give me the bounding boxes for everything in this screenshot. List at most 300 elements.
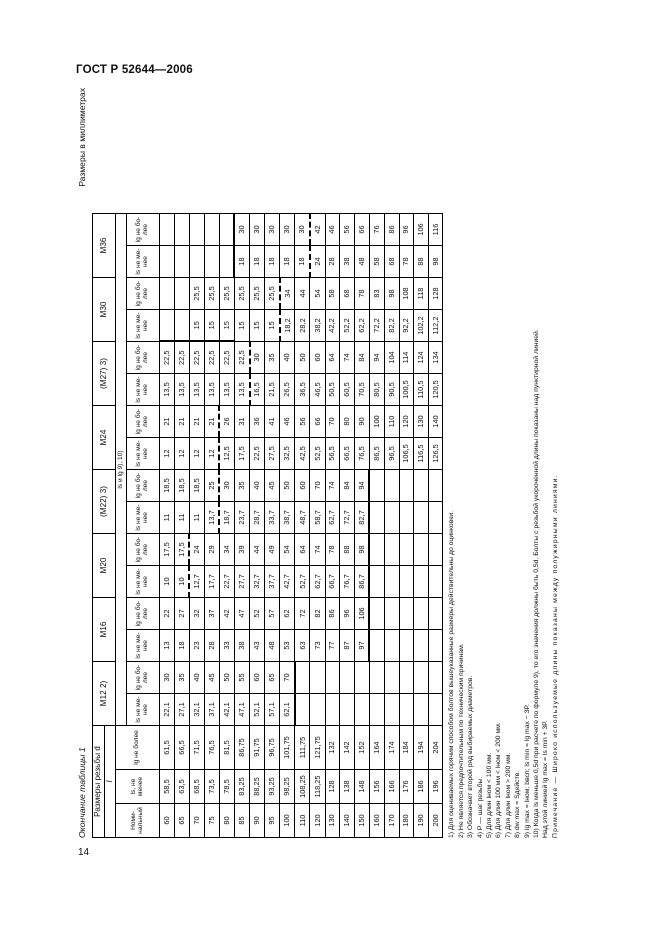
table-cell: 23,7	[234, 502, 249, 534]
table-cell: 42,5	[295, 438, 310, 470]
table-cell	[295, 662, 310, 694]
table-cell: 58,5	[160, 770, 175, 804]
table-cell: 98	[384, 278, 399, 310]
table-cell: 176	[399, 770, 414, 804]
table-cell: 121,75	[310, 726, 325, 770]
table-cell: 30	[160, 662, 175, 694]
table-cell: 18	[174, 630, 189, 662]
header-nominal: Номи-нальный	[116, 804, 160, 838]
table-cell: 102,2	[414, 310, 429, 342]
table-cell: 42	[310, 214, 325, 246]
table-cell: 33	[219, 630, 234, 662]
table-cell: 17,5	[160, 534, 175, 566]
cell-nominal: 120	[310, 804, 325, 838]
table-cell	[384, 566, 399, 598]
table-row	[295, 214, 310, 838]
sub-lg: lg не бо-лее	[127, 406, 160, 438]
table-cell: 142	[340, 726, 355, 770]
table-cell: 34	[280, 278, 295, 310]
table-cell: 45	[265, 470, 280, 502]
table-row	[399, 214, 414, 838]
table-cell: 166	[384, 770, 399, 804]
table-cell: 27,7	[234, 566, 249, 598]
table-cell	[399, 662, 414, 694]
footnote: 1) Для оцениваемых горячим способом болтов вышеуказанные размеры действительны до оцинковки.	[448, 511, 456, 838]
table-cell: 96,75	[265, 726, 280, 770]
cell-nominal: 180	[399, 804, 414, 838]
table-cell: 88,25	[250, 770, 265, 804]
header-length-l: l	[105, 726, 116, 838]
table-cell: 84	[354, 342, 369, 374]
table-cell: 60,5	[340, 374, 355, 406]
table-cell: 62,1	[280, 694, 295, 726]
table-cell: 33,7	[265, 502, 280, 534]
table-cell: 62,2	[354, 310, 369, 342]
table-row	[428, 214, 443, 838]
table-row	[160, 214, 175, 838]
table-cell: 18,7	[219, 502, 234, 534]
sub-lg: lg не бо-лее	[127, 470, 160, 502]
table-cell: 106,5	[399, 438, 414, 470]
table-cell: 13,5	[219, 374, 234, 406]
cell-nominal: 100	[280, 804, 295, 838]
table-cell	[399, 470, 414, 502]
cell-nominal: 190	[414, 804, 429, 838]
cell-nominal: 65	[174, 804, 189, 838]
table-cell: 21,5	[265, 374, 280, 406]
table-cell: 63,5	[174, 770, 189, 804]
table-row	[384, 214, 399, 838]
table-cell: 80,5	[369, 374, 384, 406]
cell-nominal: 80	[219, 804, 234, 838]
table-cell: 21	[174, 406, 189, 438]
table-cell: 76,5	[354, 438, 369, 470]
table-cell	[204, 214, 219, 246]
header-ls-min: ls, не менее	[116, 770, 160, 804]
table-cell: 77	[325, 630, 340, 662]
table-cell: 25,5	[234, 278, 249, 310]
sub-lg: lg не бо-лее	[127, 662, 160, 694]
table-cell	[369, 470, 384, 502]
table-cell: 17,5	[174, 534, 189, 566]
caption-row	[78, 86, 92, 838]
header-ls-lg: ls и lg 9), 10)	[116, 214, 127, 726]
table-cell: 21	[204, 406, 219, 438]
table-cell: 26	[219, 406, 234, 438]
table-cell: 152	[354, 726, 369, 770]
table-cell	[340, 694, 355, 726]
table-cell: 66	[354, 214, 369, 246]
table-cell: 22,5	[234, 342, 249, 374]
table-cell: 11	[174, 502, 189, 534]
table-cell: 11	[160, 502, 175, 534]
table-cell: 66,7	[325, 566, 340, 598]
table-cell	[414, 630, 429, 662]
table-cell: 106	[414, 214, 429, 246]
table-cell: 45	[204, 662, 219, 694]
table-cell: 35	[265, 342, 280, 374]
footnote: Над этой линией lg max = ls min + 3P.	[542, 720, 550, 838]
table-cell: 36	[250, 406, 265, 438]
sub-lg: lg не бо-лее	[127, 598, 160, 630]
table-cell: 18	[265, 246, 280, 278]
table-cell: 13,5	[189, 374, 204, 406]
table-cell	[428, 662, 443, 694]
footnote: 7) Для длин lном > 200 мм.	[504, 752, 512, 838]
table-cell	[384, 502, 399, 534]
table-cell: 110,5	[414, 374, 429, 406]
table-cell: 54	[280, 534, 295, 566]
table-cell: 140	[428, 406, 443, 438]
table-cell	[310, 662, 325, 694]
table-cell: 184	[399, 726, 414, 770]
table-cell: 42	[219, 598, 234, 630]
table-cell: 38	[340, 246, 355, 278]
table-cell: 28,2	[295, 310, 310, 342]
sub-ls: ls не ме-нее	[127, 374, 160, 406]
table-cell: 46	[325, 214, 340, 246]
table-cell: 70	[280, 662, 295, 694]
table-cell: 194	[414, 726, 429, 770]
table-cell: 68	[384, 246, 399, 278]
table-cell: 93,25	[265, 770, 280, 804]
table-cell: 17,5	[234, 438, 249, 470]
table-cell	[414, 470, 429, 502]
table-cell: 22,5	[174, 342, 189, 374]
table-note: Примечание — Широко используемые длины показаны между полужирными линиями.	[551, 474, 559, 838]
table-cell: 25,5	[189, 278, 204, 310]
table-cell: 60	[310, 342, 325, 374]
table-cell	[160, 246, 175, 278]
table-cell: 114	[399, 342, 414, 374]
table-cell: 35	[234, 470, 249, 502]
table-cell: 25,5	[204, 278, 219, 310]
table-cell: 78	[325, 534, 340, 566]
dimensions-table	[92, 213, 443, 838]
table-cell: 15	[204, 310, 219, 342]
header-size-m27: (M27) 3)	[93, 342, 116, 406]
table-cell: 101,75	[280, 726, 295, 770]
table-cell	[369, 502, 384, 534]
table-cell: 74	[325, 470, 340, 502]
table-cell: 22,5	[219, 342, 234, 374]
table-cell: 128	[325, 770, 340, 804]
table-cell: 63	[295, 630, 310, 662]
table-cell: 86,7	[354, 566, 369, 598]
footnote: 3) Обозначает второй ряд выбираемых диаметров.	[467, 675, 475, 838]
table-cell: 18	[250, 246, 265, 278]
table-cell: 37	[204, 598, 219, 630]
header-size-m24: M24	[93, 406, 116, 470]
table-cell: 13,5	[234, 374, 249, 406]
table-cell: 50	[280, 470, 295, 502]
sub-ls: ls не ме-нее	[127, 438, 160, 470]
table-cell: 38	[234, 630, 249, 662]
table-cell	[369, 694, 384, 726]
table-cell: 204	[428, 726, 443, 770]
table-row	[354, 214, 369, 838]
table-row	[280, 214, 295, 838]
cell-nominal: 95	[265, 804, 280, 838]
table-cell	[160, 278, 175, 310]
table-cell: 23	[189, 630, 204, 662]
table-cell: 12	[189, 438, 204, 470]
table-cell: 74	[340, 342, 355, 374]
table-cell: 44	[250, 534, 265, 566]
table-cell: 42,7	[280, 566, 295, 598]
table-cell: 15	[234, 310, 249, 342]
table-cell: 52,2	[340, 310, 355, 342]
table-cell	[399, 566, 414, 598]
table-cell: 110	[384, 406, 399, 438]
units-note: Размеры в миллиметрах	[77, 88, 87, 187]
table-cell	[414, 566, 429, 598]
table-cell: 32,7	[250, 566, 265, 598]
header-size-m12: M12 2)	[93, 662, 116, 726]
table-cell	[369, 662, 384, 694]
table-cell: 72	[295, 598, 310, 630]
table-cell: 38,2	[310, 310, 325, 342]
cell-nominal: 150	[354, 804, 369, 838]
table-cell: 78	[399, 246, 414, 278]
table-cell: 25,5	[265, 278, 280, 310]
sub-ls: ls не ме-нее	[127, 502, 160, 534]
table-cell: 42,1	[219, 694, 234, 726]
table-cell: 30	[295, 214, 310, 246]
table-cell: 52,5	[310, 438, 325, 470]
table-cell: 72,2	[369, 310, 384, 342]
table-cell: 56	[295, 406, 310, 438]
table-cell: 83,25	[234, 770, 249, 804]
table-cell: 48	[354, 246, 369, 278]
table-cell	[295, 694, 310, 726]
table-cell: 196	[428, 770, 443, 804]
table-cell: 24	[189, 534, 204, 566]
table-cell: 62,7	[325, 502, 340, 534]
table-cell: 90	[354, 406, 369, 438]
table-cell	[325, 694, 340, 726]
footnote: 9) lg max = lном; bвсп; ls min = lg max − 3P.	[523, 704, 531, 838]
table-cell: 13,5	[160, 374, 175, 406]
page-number: 14	[78, 847, 90, 858]
cell-nominal: 170	[384, 804, 399, 838]
table-cell: 83	[369, 278, 384, 310]
cell-nominal: 130	[325, 804, 340, 838]
table-row	[174, 214, 189, 838]
table-cell: 98	[428, 246, 443, 278]
table-cell: 44	[295, 278, 310, 310]
sub-ls: ls не ме-нее	[127, 566, 160, 598]
table-cell: 22,5	[250, 438, 265, 470]
table-cell: 98	[354, 534, 369, 566]
table-cell: 30	[265, 214, 280, 246]
table-row	[414, 214, 429, 838]
table-cell: 78,5	[219, 770, 234, 804]
table-cell: 37,1	[204, 694, 219, 726]
table-cell	[219, 246, 234, 278]
table-cell: 58	[325, 278, 340, 310]
table-cell	[189, 246, 204, 278]
table-cell: 12	[204, 438, 219, 470]
table-cell: 70	[325, 406, 340, 438]
cell-nominal: 140	[340, 804, 355, 838]
table-cell: 120	[399, 406, 414, 438]
table-cell: 25,5	[219, 278, 234, 310]
table-cell: 60	[295, 470, 310, 502]
table-cell: 82,7	[354, 502, 369, 534]
cell-nominal: 85	[234, 804, 249, 838]
table-cell	[174, 214, 189, 246]
table-cell	[189, 214, 204, 246]
document-header: ГОСТ Р 52644—2006	[76, 64, 193, 76]
sub-ls: ls не ме-нее	[127, 310, 160, 342]
table-cell: 21	[160, 406, 175, 438]
table-cell: 148	[354, 770, 369, 804]
header-lg-max: lg не более	[116, 726, 160, 770]
table-cell: 120,5	[428, 374, 443, 406]
table-cell: 100,5	[399, 374, 414, 406]
table-cell: 30	[250, 342, 265, 374]
table-cell: 30	[250, 214, 265, 246]
table-cell: 134	[428, 342, 443, 374]
table-cell: 38,7	[280, 502, 295, 534]
table-cell: 86	[325, 598, 340, 630]
table-cell	[310, 694, 325, 726]
table-cell: 64	[295, 534, 310, 566]
table-cell: 22,1	[160, 694, 175, 726]
table-cell: 128	[428, 278, 443, 310]
table-cell: 10	[174, 566, 189, 598]
table-cell	[354, 694, 369, 726]
table-cell: 48,7	[295, 502, 310, 534]
table-cell: 138	[340, 770, 355, 804]
table-cell: 17,7	[204, 566, 219, 598]
table-cell: 40	[250, 470, 265, 502]
table-cell: 27	[174, 598, 189, 630]
table-cell: 15	[265, 310, 280, 342]
table-cell: 60	[250, 662, 265, 694]
table-cell: 164	[369, 726, 384, 770]
table-cell: 54	[310, 278, 325, 310]
table-cell: 64	[325, 342, 340, 374]
table-cell: 55	[234, 662, 249, 694]
cell-nominal: 160	[369, 804, 384, 838]
sub-lg: lg не бо-лее	[127, 278, 160, 310]
table-cell: 13,5	[204, 374, 219, 406]
table-cell: 66	[310, 406, 325, 438]
table-cell	[369, 598, 384, 630]
table-cell	[174, 278, 189, 310]
table-cell: 132	[325, 726, 340, 770]
table-cell: 82,2	[384, 310, 399, 342]
table-cell: 104	[384, 342, 399, 374]
table-cell: 11	[189, 502, 204, 534]
table-cell: 68,5	[189, 770, 204, 804]
table-cell: 126,5	[428, 438, 443, 470]
table-cell: 47,1	[234, 694, 249, 726]
table-cell: 42,2	[325, 310, 340, 342]
table-cell: 13,5	[174, 374, 189, 406]
sub-lg: lg не бо-лее	[127, 214, 160, 246]
table-cell: 37,7	[265, 566, 280, 598]
table-cell	[384, 694, 399, 726]
table-cell: 30	[280, 214, 295, 246]
table-cell: 118	[414, 278, 429, 310]
table-cell: 46	[280, 406, 295, 438]
table-cell: 30	[219, 470, 234, 502]
table-cell	[428, 598, 443, 630]
table-cell: 66,5	[340, 438, 355, 470]
table-cell: 21	[189, 406, 204, 438]
table-cell: 29	[204, 534, 219, 566]
table-cell: 15	[189, 310, 204, 342]
table-cell: 41	[265, 406, 280, 438]
table-cell: 156	[369, 770, 384, 804]
table-row	[325, 214, 340, 838]
table-cell: 86	[384, 214, 399, 246]
table-cell: 70	[310, 470, 325, 502]
header-size-m20: M20	[93, 534, 116, 598]
table-cell: 32,1	[189, 694, 204, 726]
footnote: 8) dw max = Sдейств.	[514, 770, 522, 838]
table-cell	[414, 662, 429, 694]
cell-nominal: 90	[250, 804, 265, 838]
footnote: 4) P — шаг резьбы.	[476, 776, 484, 838]
table-cell: 116,5	[414, 438, 429, 470]
table-cell: 118,25	[310, 770, 325, 804]
table-cell: 40	[189, 662, 204, 694]
table-cell	[384, 534, 399, 566]
table-cell: 92,2	[399, 310, 414, 342]
rotated-page-content	[78, 86, 598, 838]
table-cell: 22	[160, 598, 175, 630]
table-cell: 12	[160, 438, 175, 470]
table-cell: 18	[295, 246, 310, 278]
table-cell: 100	[369, 406, 384, 438]
table-body	[160, 214, 443, 838]
table-cell: 112,2	[428, 310, 443, 342]
cell-nominal: 60	[160, 804, 175, 838]
sub-ls: ls не ме-нее	[127, 694, 160, 726]
table-cell: 84	[340, 470, 355, 502]
table-cell: 106	[354, 598, 369, 630]
table-cell: 10	[160, 566, 175, 598]
table-cell	[369, 630, 384, 662]
table-cell	[399, 534, 414, 566]
table-cell: 28	[204, 630, 219, 662]
table-cell: 116	[428, 214, 443, 246]
table-cell: 108	[399, 278, 414, 310]
table-cell	[428, 694, 443, 726]
table-cell: 56	[340, 214, 355, 246]
table-cell: 40	[280, 342, 295, 374]
table-cell: 50	[295, 342, 310, 374]
table-cell: 39	[234, 534, 249, 566]
table-cell	[414, 502, 429, 534]
table-cell: 62	[280, 598, 295, 630]
header-size-m16: M16	[93, 598, 116, 662]
table-cell: 48	[265, 630, 280, 662]
table-cell: 52,7	[295, 566, 310, 598]
table-cell	[354, 662, 369, 694]
table-cell	[204, 246, 219, 278]
table-cell: 12	[174, 438, 189, 470]
table-cell	[414, 534, 429, 566]
table-row	[189, 214, 204, 838]
table-cell: 66,5	[174, 726, 189, 770]
footnote: 5) Для длин lном < 100 мм.	[485, 752, 493, 838]
table-cell: 76,7	[340, 566, 355, 598]
